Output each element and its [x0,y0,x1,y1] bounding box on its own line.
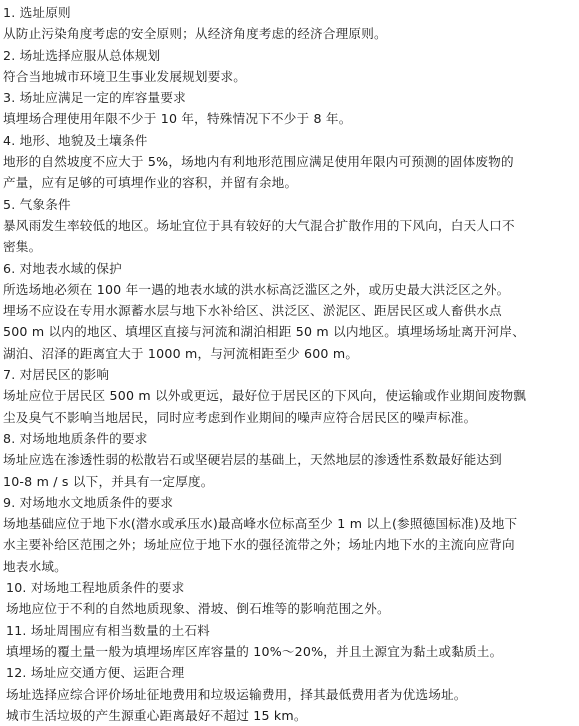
section-8-text-line-1: 场址应选在渗透性弱的松散岩石或坚硬岩层的基础上，天然地层的渗透性系数最好能达到 [3,452,502,468]
section-6-text-line-2: 埋场不应设在专用水源蓄水层与地下水补给区、洪泛区、淤泥区、距居民区或人畜供水点 [3,303,502,319]
section-2-heading: 2. 场址选择应服从总体规划 [3,47,161,63]
section-9-text-line-1: 场地基础应位于地下水(潜水或承压水)最高峰水位标高至少 1 m 以上(参照德国标准)及地下 [3,516,518,532]
section-6-heading: 6. 对地表水域的保护 [3,260,122,276]
section-4-heading: 4. 地形、地貌及土壤条件 [3,132,148,148]
section-9-text-line-2: 水主要补给区范围之外；场址应位于地下水的强径流带之外；场址内地下水的主流向应背向 [3,537,515,553]
section-6-text-line-4: 湖泊、沼泽的距离宜大于 1000 m，与河流相距至少 600 m。 [3,345,359,361]
section-6-text-line-1: 所选场地必须在 100 年一遇的地表水域的洪水标高泛滥区之外，或历史最大洪泛区之外。 [3,281,510,297]
section-2-text: 符合当地城市环境卫生事业发展规划要求。 [3,68,247,84]
section-12-heading: 12. 场址应交通方便、运距合理 [6,665,185,681]
section-5-text-line-1: 暴风雨发生率较低的地区。场址宜位于具有较好的大气混合扩散作用的下风向，白天人口不 [3,217,515,233]
section-3-text: 填埋场合理使用年限不少于 10 年，特殊情况下不少于 8 年。 [3,111,352,127]
section-1-heading: 1. 选址原则 [3,5,71,20]
section-3-heading: 3. 场址应满足一定的库容量要求 [3,90,186,106]
section-9-text-line-3: 地表水域。 [3,558,67,574]
section-5-text-line-2: 密集。 [3,239,42,255]
section-12-text-line-1: 场址选择应综合评价场址征地费用和垃圾运输费用，择其最低费用者为优选场址。 [6,686,467,702]
section-11-text: 填埋场的覆土量一般为填埋场库区库容量的 10%～20%，并且土源宜为黏土或黏质土。 [6,643,503,659]
section-4-text-line-2: 产量，应有足够的可填埋作业的容积，并留有余地。 [3,175,298,191]
section-1-text: 从防止污染角度考虑的安全原则；从经济角度考虑的经济合理原则。 [3,26,387,42]
section-6-text-line-3: 500 m 以内的地区、填埋区直接与河流和湖泊相距 50 m 以内地区。填埋场场址离开河岸、 [3,324,526,340]
section-10-text: 场地应位于不利的自然地质现象、滑坡、倒石堆等的影响范围之外。 [6,601,390,617]
section-7-heading: 7. 对居民区的影响 [3,367,110,383]
section-4-text-line-1: 地形的自然坡度不应大于 5%，场地内有利地形范围应满足使用年限内可预测的固体废物的 [3,154,514,170]
section-9-heading: 9. 对场地水文地质条件的要求 [3,494,174,510]
section-5-heading: 5. 气象条件 [3,196,71,212]
section-10-heading: 10. 对场地工程地质条件的要求 [6,580,185,596]
section-8-text-line-2: 10-8 m / s 以下，并具有一定厚度。 [3,473,214,489]
section-12-text-line-2: 城市生活垃圾的产生源重心距离最好不超过 15 km。 [6,707,307,723]
section-11-heading: 11. 场址周围应有相当数量的土石料 [6,622,210,638]
section-7-text-line-2: 尘及臭气不影响当地居民，同时应考虑到作业期间的噪声应符合居民区的噪声标准。 [3,409,477,425]
section-7-text-line-1: 场址应位于居民区 500 m 以外或更远，最好位于居民区的下风向，使运输或作业期间废物飘 [3,388,527,404]
section-8-heading: 8. 对场地地质条件的要求 [3,430,148,446]
